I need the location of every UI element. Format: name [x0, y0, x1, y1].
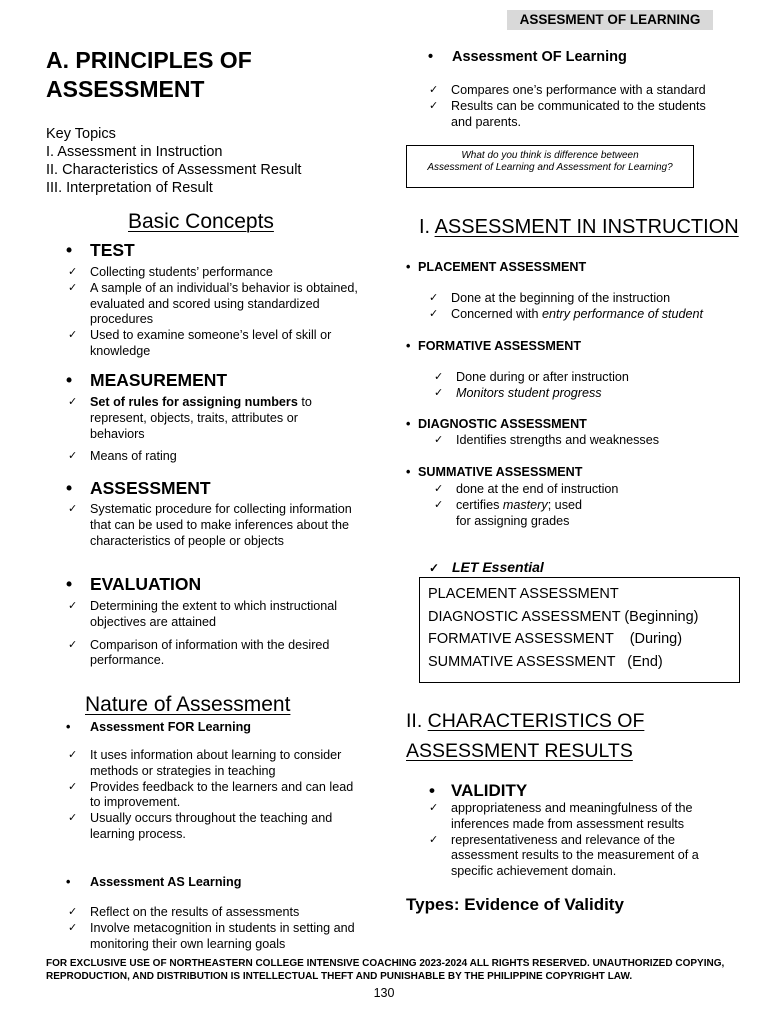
characteristics-heading: II. CHARACTERISTICS OF ASSESSMENT RESULTS	[406, 710, 645, 762]
check-icon: ✓	[68, 281, 78, 294]
let-line: SUMMATIVE ASSESSMENT (End)	[428, 653, 663, 670]
list-item: ✓ Done at the beginning of the instruction	[429, 291, 671, 305]
check-icon: ✓	[434, 434, 444, 446]
basic-concepts-heading: Basic Concepts	[128, 210, 274, 233]
check-icon: ✓	[429, 833, 439, 846]
key-topic-item: III. Interpretation of Result	[46, 180, 213, 196]
title-line-2: ASSESSMENT	[46, 76, 205, 102]
list-item: ✓ Involve metacognition in students in setting and monitoring their own learning goals	[68, 920, 355, 951]
list-item: ✓ representativeness and relevance of the assessment results to the measurement of a specific achievement domain.	[429, 832, 699, 879]
check-icon: ✓	[68, 780, 78, 793]
key-topic-item: II. Characteristics of Assessment Result	[46, 162, 302, 178]
check-icon: ✓	[68, 503, 78, 515]
check-icon: ✓	[68, 396, 78, 408]
list-item: ✓ Compares one’s performance with a standard	[429, 83, 706, 97]
check-icon: ✓	[68, 600, 78, 612]
nature-heading: Nature of Assessment	[85, 693, 291, 716]
list-item: ✓ Usually occurs throughout the teaching and learning process.	[68, 811, 333, 841]
list-item: ✓ Systematic procedure for collecting information that can be used to make inferences about the characteristics of people or objects	[68, 502, 352, 548]
check-icon: ✓	[429, 292, 439, 304]
of-learning-list	[429, 83, 729, 130]
bullet-icon: •	[66, 720, 71, 734]
bullet-icon: •	[406, 339, 411, 353]
let-essential-box	[419, 577, 740, 683]
measurement-list	[68, 395, 338, 465]
check-icon: ✓	[68, 638, 78, 651]
for-learning-heading: • Assessment FOR Learning	[66, 720, 251, 734]
summative-heading: • SUMMATIVE ASSESSMENT	[406, 465, 583, 479]
assessment-list	[68, 502, 360, 549]
check-icon: ✓	[68, 450, 78, 463]
validity-heading: • VALIDITY	[429, 781, 528, 800]
instruction-heading: I. ASSESSMENT IN INSTRUCTION	[419, 216, 739, 238]
for-learning-list	[68, 748, 360, 843]
measurement-label: MEASUREMENT	[90, 370, 228, 390]
title-line-1: A. PRINCIPLES OF	[46, 47, 252, 73]
test-list	[68, 265, 358, 360]
bullet-icon: •	[429, 781, 435, 800]
diagnostic-heading: • DIAGNOSTIC ASSESSMENT	[406, 417, 587, 431]
bullet-icon: •	[66, 240, 73, 260]
assessment-label: ASSESSMENT	[90, 478, 211, 498]
check-icon: ✓	[434, 498, 444, 511]
list-item: ✓ Set of rules for assigning numbers to represent, objects, traits, attributes or behaviors	[68, 395, 312, 441]
placement-list	[429, 291, 739, 323]
check-icon: ✓	[429, 307, 439, 320]
list-item: ✓ Monitors student progress	[434, 385, 602, 400]
list-item: ✓ appropriateness and meaningfulness of the inferences made from assessment results	[429, 801, 693, 831]
check-icon: ✓	[68, 749, 78, 761]
let-line: FORMATIVE ASSESSMENT (During)	[428, 631, 683, 647]
check-icon: ✓	[68, 812, 78, 825]
bullet-icon: •	[428, 49, 434, 65]
of-learning-heading: • Assessment OF Learning	[428, 49, 627, 65]
key-topics	[46, 125, 301, 197]
list-item: ✓ Collecting students’ performance	[68, 265, 273, 279]
bullet-icon: •	[406, 417, 411, 431]
let-essential-label: ✓ LET Essential	[429, 559, 544, 575]
list-item: ✓ Reflect on the results of assessments	[68, 905, 300, 919]
evaluation-heading	[66, 574, 201, 595]
bullet-icon: •	[66, 574, 73, 594]
list-item: ✓ Concerned with entry performance of student	[429, 306, 704, 321]
page-title	[46, 46, 376, 104]
formative-heading: • FORMATIVE ASSESSMENT	[406, 339, 582, 353]
check-icon: ✓	[429, 99, 439, 112]
list-item: ✓ Provides feedback to the learners and can lead to improvement.	[68, 779, 354, 810]
formative-list	[434, 370, 734, 402]
list-item: ✓ Done during or after instruction	[434, 370, 629, 384]
diagnostic-list	[434, 433, 734, 449]
key-topic-item: I. Assessment in Instruction	[46, 144, 223, 160]
check-icon: ✓	[434, 386, 444, 399]
bullet-icon: •	[66, 875, 71, 889]
types-validity-heading: Types: Evidence of Validity	[406, 895, 624, 914]
as-learning-list	[68, 905, 360, 952]
let-line: DIAGNOSTIC ASSESSMENT (Beginning)	[428, 608, 699, 625]
check-icon: ✓	[434, 371, 444, 383]
bullet-icon: •	[406, 260, 411, 274]
let-line: PLACEMENT ASSESSMENT	[428, 586, 619, 602]
list-item: ✓ Used to examine someone’s level of skill or knowledge	[68, 328, 332, 358]
check-icon: ✓	[68, 329, 78, 342]
test-label: TEST	[90, 240, 135, 260]
placement-heading: • PLACEMENT ASSESSMENT	[406, 260, 587, 274]
list-item: ✓ Means of rating	[68, 449, 177, 464]
check-icon: ✓	[68, 266, 78, 278]
page-number: 130	[373, 986, 395, 1000]
measurement-heading	[66, 370, 227, 391]
question-box: What do you think is difference between Assessment of Learning and Assessment for Learning?	[406, 145, 694, 188]
assessment-heading	[66, 478, 211, 499]
list-item: ✓ It uses information about learning to consider methods or strategies in teaching	[68, 748, 342, 778]
list-item: ✓ Comparison of information with the desired performance.	[68, 637, 330, 668]
list-item: ✓ done at the end of instruction	[434, 482, 619, 496]
evaluation-list	[68, 599, 358, 669]
check-icon: ✓	[429, 561, 440, 575]
check-icon: ✓	[434, 483, 444, 495]
header-tag: ASSESMENT OF LEARNING	[507, 10, 713, 30]
list-item: ✓ A sample of an individual’s behavior is obtained, evaluated and scored using standardized procedures	[68, 280, 358, 327]
list-item: ✓ Results can be communicated to the students and parents.	[429, 98, 706, 129]
bullet-icon: •	[66, 478, 73, 498]
check-icon: ✓	[429, 802, 439, 814]
bullet-icon: •	[406, 465, 411, 479]
check-icon: ✓	[429, 84, 439, 96]
list-item: ✓ Identifies strengths and weaknesses	[434, 433, 660, 447]
copyright-footer: FOR EXCLUSIVE USE OF NORTHEASTERN COLLEGE INTENSIVE COACHING 2023-2024 ALL RIGHTS RESERVED. UNAUTHORIZED COPYING, REPRODUCTION, AND DISTRIBUTION IS INTELLECTUAL THEFT AND PUNISHABLE BY THE PHILIPPINE COPYRIGHT LAW.	[46, 958, 725, 982]
test-heading	[66, 240, 135, 261]
bullet-icon: •	[66, 370, 73, 390]
validity-list	[429, 801, 729, 880]
check-icon: ✓	[68, 906, 78, 918]
list-item: ✓ Determining the extent to which instructional objectives are attained	[68, 599, 338, 629]
evaluation-label: EVALUATION	[90, 574, 202, 594]
summative-list	[434, 482, 734, 529]
check-icon: ✓	[68, 921, 78, 934]
key-topics-label: Key Topics	[46, 126, 116, 142]
list-item: ✓ certifies mastery; used for assigning grades	[434, 497, 582, 528]
as-learning-heading: • Assessment AS Learning	[66, 875, 242, 889]
